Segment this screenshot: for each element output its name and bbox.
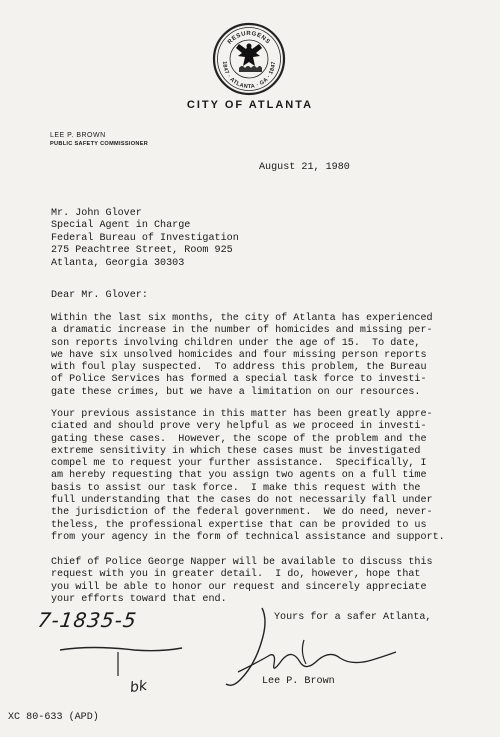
text-line: the jurisdiction of the federal government. We do need, never-: [51, 507, 433, 519]
text-line: Chief of Police George Napper will be available to discuss this: [51, 557, 433, 568]
address-line: Atlanta, Georgia 30303: [51, 257, 185, 269]
sender-name: LEE P. BROWN: [50, 132, 106, 139]
text-line: of Police Services has formed a special task force to investi-: [51, 374, 427, 386]
handwritten-initials: bk: [128, 677, 149, 697]
text-line: basis to assist our task force. I make this request with the: [51, 482, 421, 494]
address-line: Special Agent in Charge: [51, 220, 191, 232]
handwritten-file-number: 7-1835-5: [36, 608, 139, 632]
letterhead-city-name: CITY OF ATLANTA: [186, 99, 314, 111]
text-line: request with you in greater detail. I do, however, hope that: [51, 569, 421, 581]
text-line: from your agency in the form of technical assistance and support.: [51, 531, 445, 543]
text-line: compel me to request your further assistance. Specifically, I: [51, 458, 427, 470]
closing-line: Yours for a safer Atlanta,: [274, 612, 432, 623]
text-line: Your previous assistance in this matter has been greatly appre-: [51, 409, 433, 420]
letter-date: August 21, 1980: [259, 162, 350, 173]
address-line: 275 Peachtree Street, Room 925: [51, 245, 233, 257]
text-line: full understanding that the cases do not necessarily fall under: [51, 495, 433, 507]
text-line: a dramatic increase in the number of homicides and missing per-: [51, 325, 433, 337]
text-line: we have six unsolved homicides and four missing person reports: [51, 349, 427, 361]
svg-text:1847 · ATLANTA · GA · 1847: 1847 · ATLANTA · GA · 1847: [220, 61, 278, 91]
signature-name: Lee P. Brown: [262, 676, 335, 687]
text-line: theless, the professional expertise that can be provided to us: [51, 519, 427, 531]
text-line: extreme sensitivity in which these cases must be investigated: [51, 445, 421, 457]
text-line: you will be able to honor our request and sincerely appreciate: [51, 581, 427, 593]
text-line: Within the last six months, the city of Atlanta has experienced: [51, 313, 433, 324]
text-line: gate these crimes, but we have a limitation on our resources.: [51, 386, 421, 398]
text-line: ciated and should prove very helpful as we proceed in investi-: [51, 421, 427, 433]
carbon-copy-line: XC 80-633 (APD): [8, 712, 99, 723]
sender-title: PUBLIC SAFETY COMMISSIONER: [50, 141, 149, 147]
text-line: with foul play suspected. To address this problem, the Bureau: [51, 362, 427, 374]
salutation: Dear Mr. Glover:: [51, 290, 148, 301]
svg-text:RESURGENS: RESURGENS: [227, 30, 271, 46]
text-line: your efforts toward that end.: [51, 593, 227, 605]
address-line: Mr. John Glover: [51, 208, 142, 219]
address-line: Federal Bureau of Investigation: [51, 232, 239, 244]
text-line: son reports involving children under the age of 15. To date,: [51, 337, 421, 349]
text-line: gating these cases. However, the scope of the problem and the: [51, 433, 427, 445]
text-line: am hereby requesting that you assign two agents on a full time: [51, 470, 427, 482]
